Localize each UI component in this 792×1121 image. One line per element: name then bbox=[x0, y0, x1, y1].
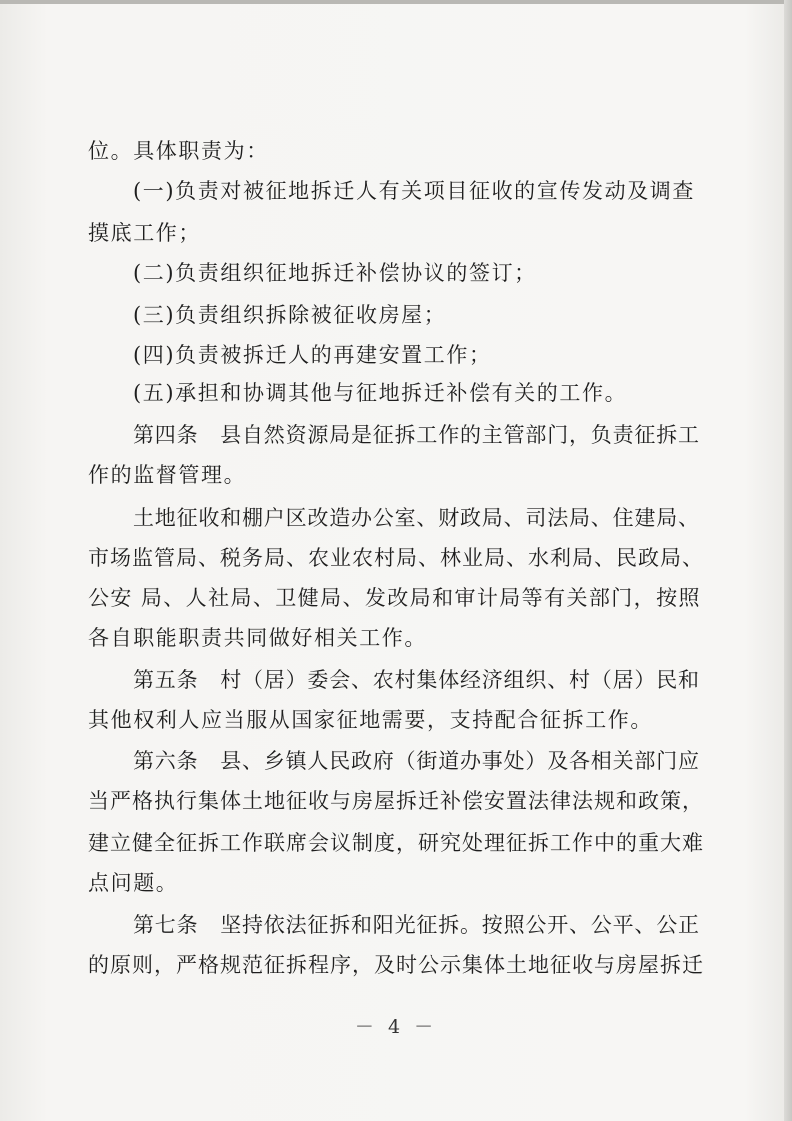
text-line-11: 市场监管局、税务局、农业农村局、林业局、水利局、民政局、 bbox=[88, 546, 704, 570]
text-line-6: (四)负责被拆迁人的再建安置工作； bbox=[133, 343, 492, 367]
text-line-13: 各自职能职责共同做好相关工作。 bbox=[88, 626, 427, 650]
text-line-1: 位。具体职责为： bbox=[88, 139, 269, 163]
text-line-17: 当严格执行集体土地征收与房屋拆迁补偿安置法律法规和政策， bbox=[88, 789, 704, 813]
text-line-18: 建立健全征拆工作联席会议制度，研究处理征拆工作中的重大难 bbox=[88, 831, 704, 855]
text-line-12: 公安 局、人社局、卫健局、发改局和审计局等有关部门，按照 bbox=[88, 586, 701, 610]
text-line-5: (三)负责组织拆除被征收房屋； bbox=[133, 303, 447, 327]
text-line-8: 第四条 县自然资源局是征拆工作的主管部门，负责征拆工 bbox=[133, 423, 700, 447]
text-line-14: 第五条 村（居）委会、农村集体经济组织、村（居）民和 bbox=[133, 668, 700, 692]
text-line-2: (一)负责对被征地拆迁人有关项目征收的宣传发动及调查 bbox=[133, 179, 695, 203]
text-line-3: 摸底工作； bbox=[88, 221, 201, 245]
text-line-15: 其他权利人应当服从国家征地需要，支持配合征拆工作。 bbox=[88, 708, 653, 732]
text-line-19: 点问题。 bbox=[88, 871, 179, 895]
text-line-4: (二)负责组织征地拆迁补偿协议的签订； bbox=[133, 261, 537, 285]
text-line-20: 第七条 坚持依法征拆和阳光征拆。按照公开、公平、公正 bbox=[133, 913, 700, 937]
scan-edge-right bbox=[784, 0, 792, 1121]
text-line-7: (五)承担和协调其他与征地拆迁补偿有关的工作。 bbox=[133, 381, 628, 405]
text-line-9: 作的监督管理。 bbox=[88, 463, 247, 487]
text-line-16: 第六条 县、乡镇人民政府（街道办事处）及各相关部门应 bbox=[133, 749, 700, 773]
scan-edge-top bbox=[0, 0, 792, 4]
text-line-21: 的原则，严格规范征拆程序，及时公示集体土地征收与房屋拆迁 bbox=[88, 953, 704, 977]
page-number: － 4 － bbox=[354, 1016, 438, 1038]
text-line-10: 土地征收和棚户区改造办公室、财政局、司法局、住建局、 bbox=[133, 506, 700, 530]
